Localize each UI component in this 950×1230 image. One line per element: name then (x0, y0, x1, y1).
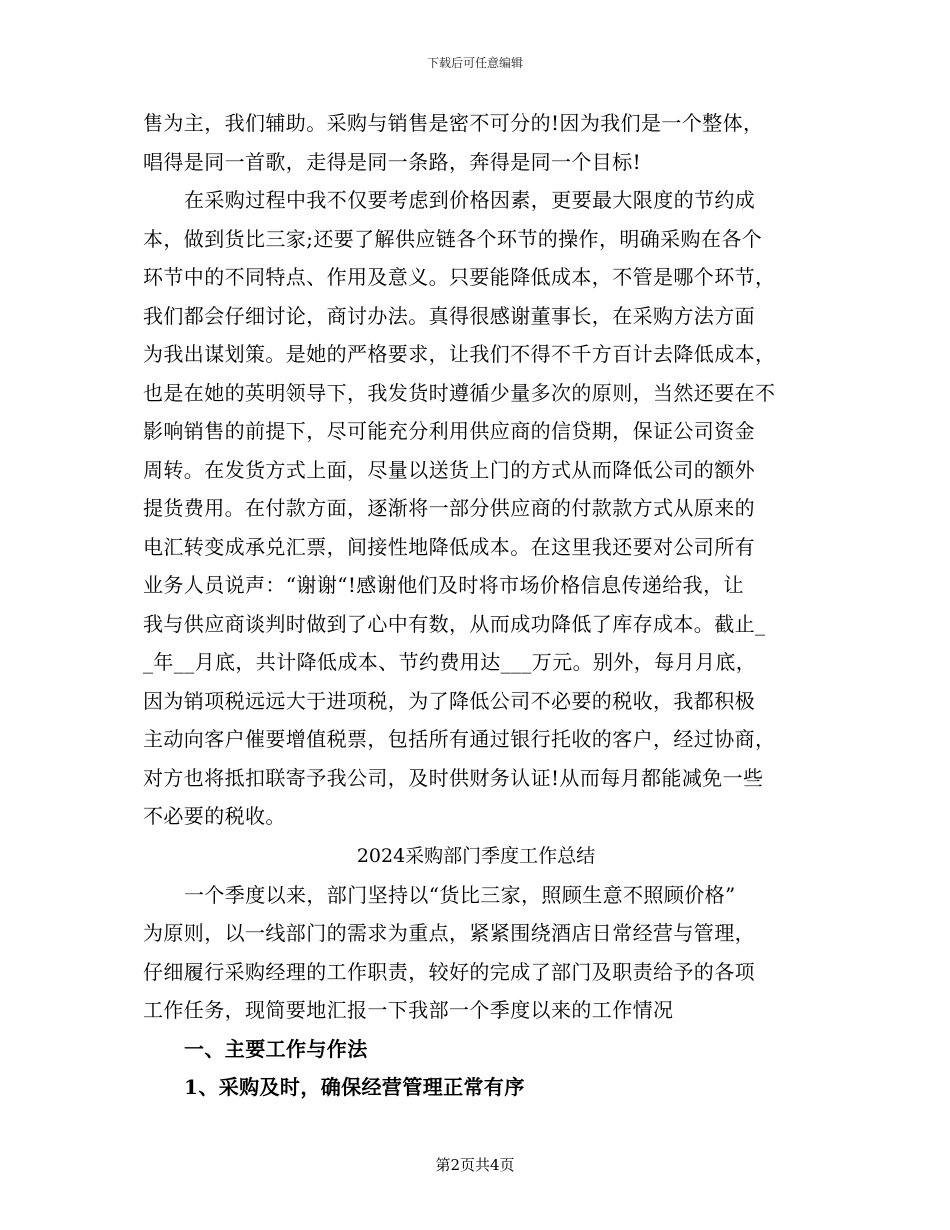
text-line: _年__月底，共计降低成本、节约费用达___万元。别外，每月月底， (143, 650, 757, 674)
text-line: 不必要的税收。 (143, 804, 286, 828)
text-line: 因为销项税远远大于进项税，为了降低公司不必要的税收，我都积极 (143, 688, 755, 713)
text-line: 主动向客户催要增值税票，包括所有通过银行托收的客户，经过协商， (143, 727, 776, 751)
text-line: 仔细履行采购经理的工作职责，较好的完成了部门及职责给予的各项 (143, 959, 755, 984)
page-header: 下载后可任意编辑 (426, 56, 523, 70)
text-line: 业务人员说声：“谢谢“!感谢他们及时将市场价格信息传递给我，让 (143, 573, 744, 597)
text-line: 售为主，我们辅助。采购与销售是密不可分的!因为我们是一个整体， (143, 111, 764, 135)
text-line: 我与供应商谈判时做到了心中有数，从而成功降低了库存成本。截止_ (143, 611, 766, 636)
heading-level-1: 一、主要工作与作法 (184, 1036, 368, 1061)
text-line: 工作任务，现简要地汇报一下我部一个季度以来的工作情况 (143, 998, 674, 1022)
text-line: 为我出谋划策。是她的严格要求，让我们不得不千方百计去降低成本， (143, 342, 776, 366)
text-line: 环节中的不同特点、作用及意义。只要能降低成本，不管是哪个环节， (143, 265, 776, 289)
paragraph-start-line: 一个季度以来，部门坚持以“货比三家，照顾生意不照顾价格” (184, 882, 736, 907)
text-line: 影响销售的前提下，尽可能充分利用供应商的信贷期，保证公司资金 (143, 419, 755, 443)
text-line: 周转。在发货方式上面，尽量以送货上门的方式从而降低公司的额外 (143, 457, 755, 482)
text-line: 我们都会仔细讨论，商讨办法。真得很感谢董事长，在采购方法方面 (143, 303, 755, 328)
section-title: 2024采购部门季度工作总结 (356, 844, 596, 867)
paragraph-start-line: 在采购过程中我不仅要考虑到价格因素，更要最大限度的节约成 (184, 188, 756, 212)
document-body (143, 104, 809, 1107)
text-line: 对方也将抵扣联寄予我公司，及时供财务认证!从而每月都能减免一些 (143, 765, 764, 790)
page-number: 第2页共4页 (435, 1156, 515, 1174)
text-line: 也是在她的英明领导下，我发货时遵循少量多次的原则，当然还要在不 (143, 380, 776, 405)
text-line: 唱得是同一首歌，走得是同一条路，奔得是同一个目标! (143, 149, 642, 174)
text-line: 本，做到货比三家;还要了解供应链各个环节的操作，明确采购在各个 (143, 226, 763, 251)
heading-level-2: 1、采购及时，确保经营管理正常有序 (184, 1075, 525, 1099)
text-line: 提货费用。在付款方面，逐渐将一部分供应商的付款款方式从原来的 (143, 496, 755, 520)
text-line: 电汇转变成承兑汇票，间接性地降低成本。在这里我还要对公司所有 (143, 534, 755, 559)
text-line: 为原则，以一线部门的需求为重点，紧紧围绕酒店日常经营与管理， (143, 921, 755, 945)
